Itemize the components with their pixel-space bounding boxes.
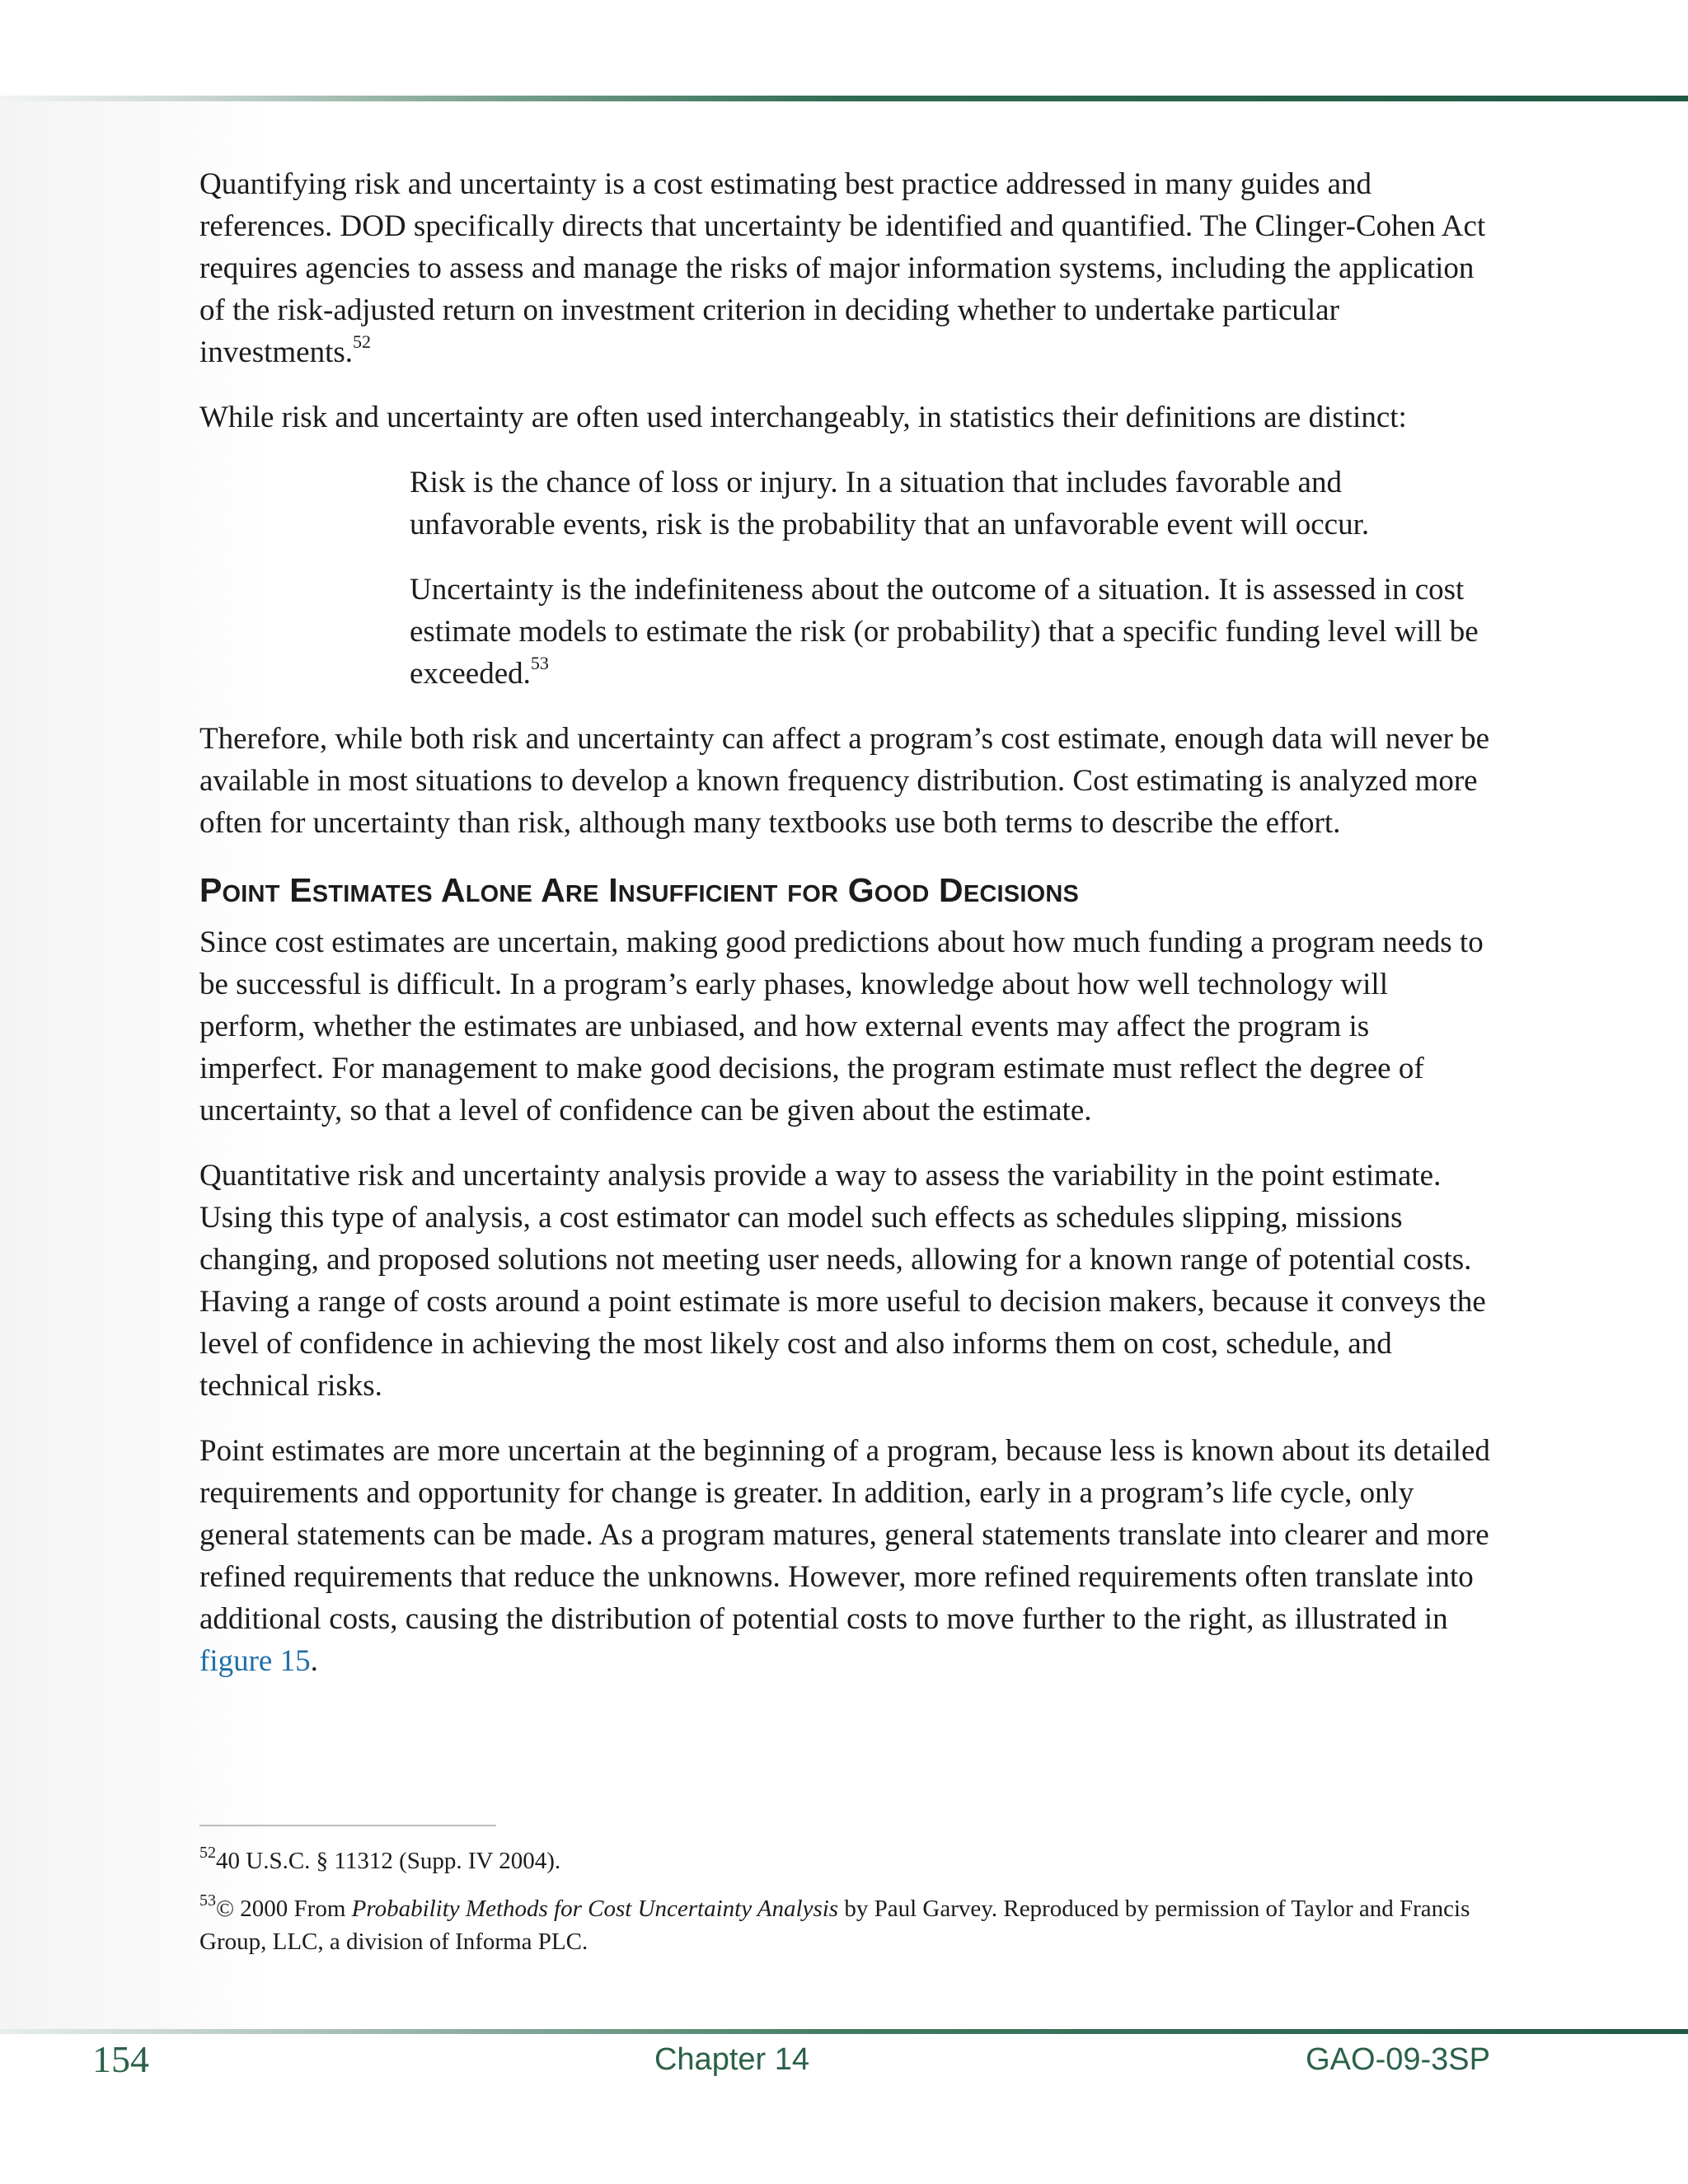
footnote-ref[interactable]: 53 [530, 652, 549, 673]
figure-link[interactable]: figure 15 [199, 1644, 311, 1678]
section-heading: Point Estimates Alone Are Insufficient for Good Decisions [199, 871, 1080, 909]
paragraph: While risk and uncertainty are often used interchangeably, in statistics their definitions are distinct: [199, 401, 1407, 434]
footnote-divider [199, 1825, 496, 1826]
page-number: 154 [92, 2038, 149, 2080]
paragraph: Quantitative risk and uncertainty analysis provide a way to assess the variability in the point estimate. Using this type of analysis, a cost estimator can model such effects as schedules slipping, missions changing, and proposed solutions not meeting user needs, allowing for a known range of potential costs. Having a range of costs around a point estimate is more useful to decision makers, because it conveys the level of confidence in achieving the most likely cost and also informs them on cost, schedule, and technical risks. [199, 1159, 1486, 1403]
paragraph: Quantifying risk and uncertainty is a cost estimating best practice addressed in many guides and references. DOD specifically directs that uncertainty be identified and quantified. The Clinger-Cohen Act requires agencies to assess and manage the risks of major information systems, including the application of the risk-adjusted return on investment criterion in deciding whether to undertake particular investments.$^{52}$ [199, 167, 1486, 369]
paragraph: Point estimates are more uncertain at the beginning of a program, because less is known about its detailed requirements and opportunity for change is greater. In addition, early in a program’s life cycle, only general statements can be made. As a program matures, general statements translate into clearer and more refined requirements that reduce the unknowns. However, more refined requirements often translate into additional costs, causing the distribution of potential costs to move further to the right, as illustrated in figure 15. [199, 1434, 1490, 1678]
definition-uncertainty: Uncertainty is the indefiniteness about the outcome of a situation. It is assessed in cost estimate models to estimate the risk (or probability) that a specific funding level will be exceeded.$^{53}$ [410, 573, 1479, 691]
footnote-52: $^{52}$40 U.S.C. § 11312 (Supp. IV 2004). [199, 1844, 561, 1874]
top-rule [0, 96, 1688, 101]
main-content [199, 163, 1493, 1705]
footnote-53: $^{53}$© 2000 From Probability Methods for Cost Uncertainty Analysis by Paul Garvey. Reproduced by permission of Taylor and Francis Group, LLC, a division of Informa PLC. [199, 1891, 1470, 1955]
definition-risk: Risk is the chance of loss or injury. In a situation that includes favorable and unfavorable events, risk is the probability that an unfavorable event will occur. [410, 466, 1370, 541]
footnote-ref[interactable]: 52 [353, 330, 372, 352]
bottom-rule [0, 2029, 1688, 2034]
page-footer [0, 2036, 1688, 2085]
footnotes [199, 1844, 1493, 1973]
chapter-label: Chapter 14 [654, 2042, 809, 2077]
paragraph: Since cost estimates are uncertain, making good predictions about how much funding a program needs to be successful is difficult. In a program’s early phases, knowledge about how well technology will perform, whether the estimates are unbiased, and how external events may affect the program is imperfect. For management to make good decisions, the program estimate must reflect the degree of uncertainty, so that a level of confidence can be given about the estimate. [199, 926, 1484, 1127]
document-id: GAO-09-3SP [1306, 2042, 1490, 2077]
paragraph: Therefore, while both risk and uncertainty can affect a program’s cost estimate, enough data will never be available in most situations to develop a known frequency distribution. Cost estimating is analyzed more often for uncertainty than risk, although many textbooks use both terms to describe the effort. [199, 722, 1490, 840]
